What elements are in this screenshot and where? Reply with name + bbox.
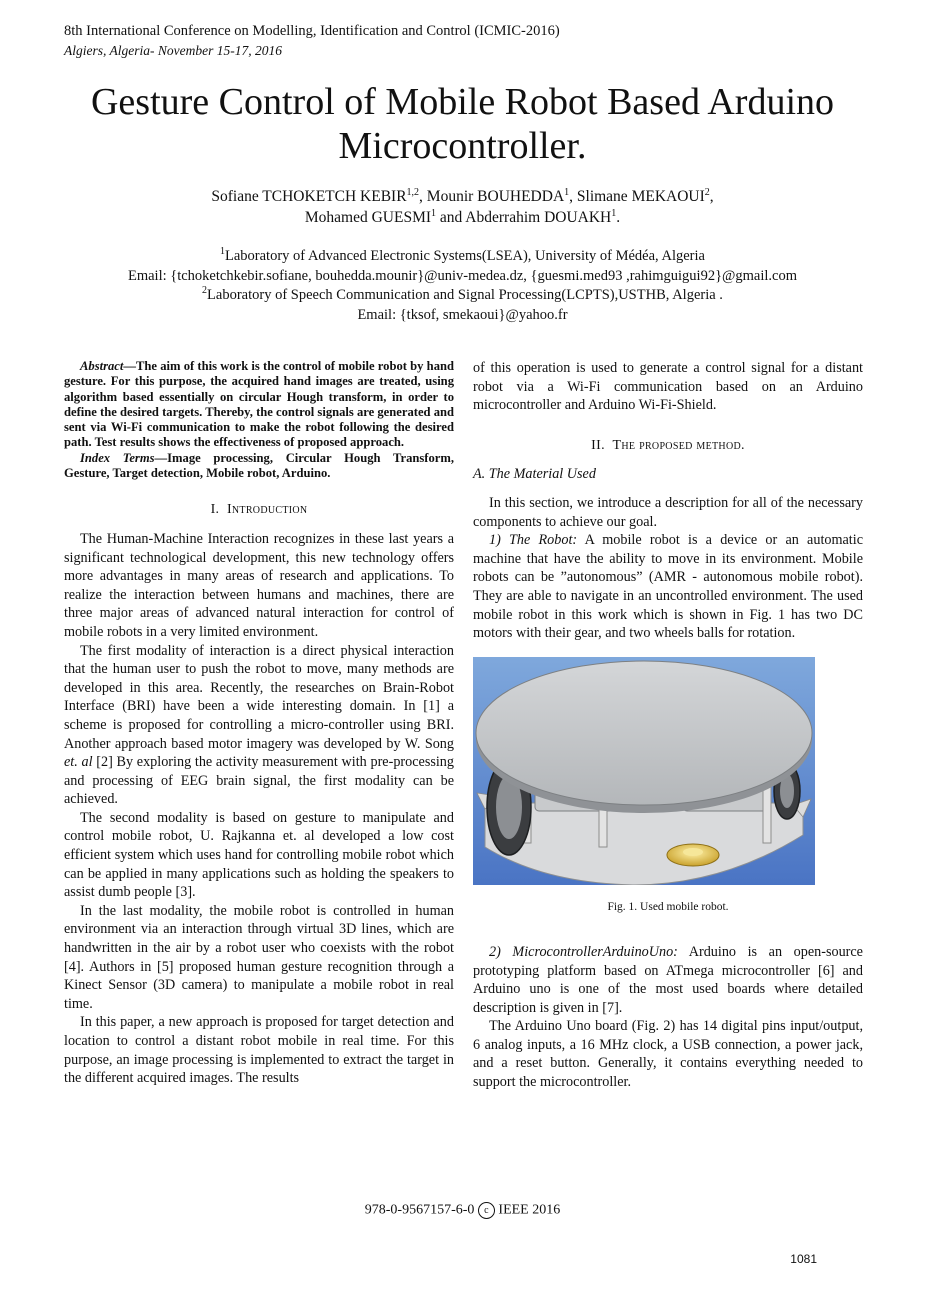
section-1-num: I. — [210, 502, 220, 518]
conference-location: Algiers, Algeria- November 15-17, 2016 — [64, 43, 282, 58]
author-4-sup: 1 — [431, 207, 437, 219]
caster-ball-top — [683, 848, 703, 856]
paper-title — [40, 80, 885, 168]
page-number: 1081 — [790, 1252, 817, 1266]
robot-label: 1) The Robot: — [489, 532, 578, 549]
author-4: Mohamed GUESMI — [304, 209, 432, 226]
author-2-sup: 1 — [564, 186, 570, 198]
right-column — [473, 359, 863, 1092]
intro-paragraph-4: In the last modality, the mobile robot is controlled in human environment via an interaction through virtual 3D lines, which are handwritten in the air by a robot user who coexists with the robot [4]. Authors in [5] proposed human gesture recognition through a Kinect Sensor (3D camera) to manipulate a mobile robot in real time. — [64, 902, 454, 1012]
affil-2: Laboratory of Speech Communication and Signal Processing(LCPTS),USTHB, Algeria . — [207, 287, 723, 303]
affil-2-email: Email: {tksof, smekaoui}@yahoo.fr — [357, 306, 568, 323]
page-footer — [0, 1202, 925, 1219]
affil-1: Laboratory of Advanced Electronic Systems(LSEA), University of Médéa, Algeria — [225, 248, 705, 264]
abstract — [64, 359, 454, 451]
robot-text: A mobile robot is a device or an automatic machine that have the ability to move in its environment. Mobile robots can be ”autonomous” (AMR - autonomous mobile robot). They are able to navigate in an uncontrolled environment. The used mobile robot in this work which is shown in Fig. 1 has two DC motors with their gear, and two wheels balls for rotation. — [473, 532, 863, 642]
author-5: and Abderrahim DOUAKH — [436, 209, 612, 226]
abstract-label: Abstract — [80, 359, 124, 373]
intro-paragraph-2 — [64, 642, 454, 809]
uno-text: Arduino is an open-source prototyping platform based on ATmega microcontroller [6] and Arduino uno is one of the most used boards where detailed description is given in [7]. — [473, 943, 863, 1016]
publisher: IEEE 2016 — [498, 1202, 561, 1218]
intro-p2-a: The first modality of interaction is a direct physical interaction that the human user to push the robot to move, many methods are developed in this area. Recently, the researches on Brain-Robot Interface (BRI) have been a wide interesting domain. In [1] a scheme is proposed for controlling a micro-controller using BRI. Another approach based motor imagery was developed by W. Song — [64, 642, 454, 752]
section-2-num: II. — [591, 437, 605, 453]
author-3-sup: 2 — [704, 186, 710, 198]
section-2-heading — [473, 437, 863, 456]
index-terms-text: —Image processing, Circular Hough Transform, Gesture, Target detection, Mobile robot, Arduino. — [64, 450, 454, 481]
intro-paragraph-5: In this paper, a new approach is proposed for target detection and location to control a distant robot mobile in real time. For this purpose, an image processing is implemented to extract the target in the different acquired images. The results — [64, 1014, 454, 1087]
subsection-a-title: A. The Material Used — [473, 466, 596, 483]
robot-figure — [473, 657, 815, 885]
intro-paragraph-3: The second modality is based on gesture to manipulate and control mobile robot, U. Rajkanna et. al developed a low cost efficient system which uses hand for controlling mobile robot which can be applied in many applications such as holding the speakers to assist dumb people [3]. — [64, 809, 454, 901]
section-1-heading — [64, 501, 454, 520]
title-line-1: Gesture Control of Mobile Robot Based Arduino — [90, 81, 835, 123]
uno-paragraph — [473, 943, 863, 1017]
section-1-title: Introduction — [226, 502, 308, 518]
affil-1-email: Email: {tchoketchkebir.sofiane, bouhedda.mounir}@univ-medea.dz, {guesmi.med93 ,rahimguigui92}@gmail.com — [127, 267, 798, 284]
affil-2-sup: 2 — [202, 285, 208, 297]
author-1: Sofiane TCHOKETCH KEBIR — [211, 188, 407, 205]
affiliations — [40, 247, 885, 325]
copyright-icon: c — [478, 1202, 495, 1219]
abstract-text: —The aim of this work is the control of mobile robot by hand gesture. For this purpose, the acquired hand images are treated, using algorithm based essentially on circular Hough transform, in order to define the desired targets. Thereby, the control signals are generated and sent via Wi-Fi communication to make the robot following the desired path. Test results shows the effectiveness of proposed approach. — [64, 359, 454, 450]
intro-p2-em: et. al — [64, 754, 93, 771]
conference-name: 8th International Conference on Modelling, Identification and Control (ICMIC-2016) — [64, 23, 560, 39]
intro-continuation: of this operation is used to generate a control signal for a distant robot via a Wi-Fi communication based on an Arduino microcontroller and Arduino Wi-Fi-Shield. — [473, 360, 863, 414]
uno-label: 2) MicrocontrollerArduinoUno: — [489, 943, 678, 960]
intro-paragraph-1: The Human-Machine Interaction recognizes in these last years a significant technological development, this new technology offers more advantages in many areas of research and applications. To realize the interaction between humans and machines, there are three major areas of advanced natural interaction for control of mobile robots in a very limited environment. — [64, 530, 454, 640]
author-1-sup: 1,2 — [406, 186, 420, 198]
isbn: 978-0-9567157-6-0 — [364, 1202, 475, 1218]
section-2-title: The proposed method. — [612, 437, 745, 453]
author-3: , Slimane MEKAOUI — [569, 188, 705, 205]
author-2: , Mounir BOUHEDDA — [419, 188, 565, 205]
index-terms — [64, 451, 454, 482]
author-sep: , — [709, 188, 714, 205]
board-paragraph: The Arduino Uno board (Fig. 2) has 14 digital pins input/output, 6 analog inputs, a 16 MHz clock, a USB connection, a power jack, and a reset button. Generally, it contains everything needed to support the microcontroller. — [473, 1018, 863, 1091]
material-paragraph: In this section, we introduce a description for all of the necessary components to achieve our goal. — [473, 494, 863, 530]
top-plate — [476, 661, 812, 805]
title-line-2: Microcontroller. — [338, 125, 587, 167]
author-5-sup: 1 — [611, 207, 617, 219]
affil-1-sup: 1 — [220, 246, 225, 258]
intro-p2-b: [2] By exploring the activity measurement with pre-processing and processing of EEG brain signal, the first modality can be achieved. — [64, 754, 454, 808]
robot-paragraph — [473, 531, 863, 643]
figure-caption: Fig. 1. Used mobile robot. — [607, 901, 729, 914]
author-end: . — [616, 209, 621, 226]
left-column — [64, 359, 454, 1088]
author-list — [40, 186, 885, 228]
conference-header — [64, 22, 560, 60]
index-terms-label: Index Terms — [80, 450, 155, 465]
